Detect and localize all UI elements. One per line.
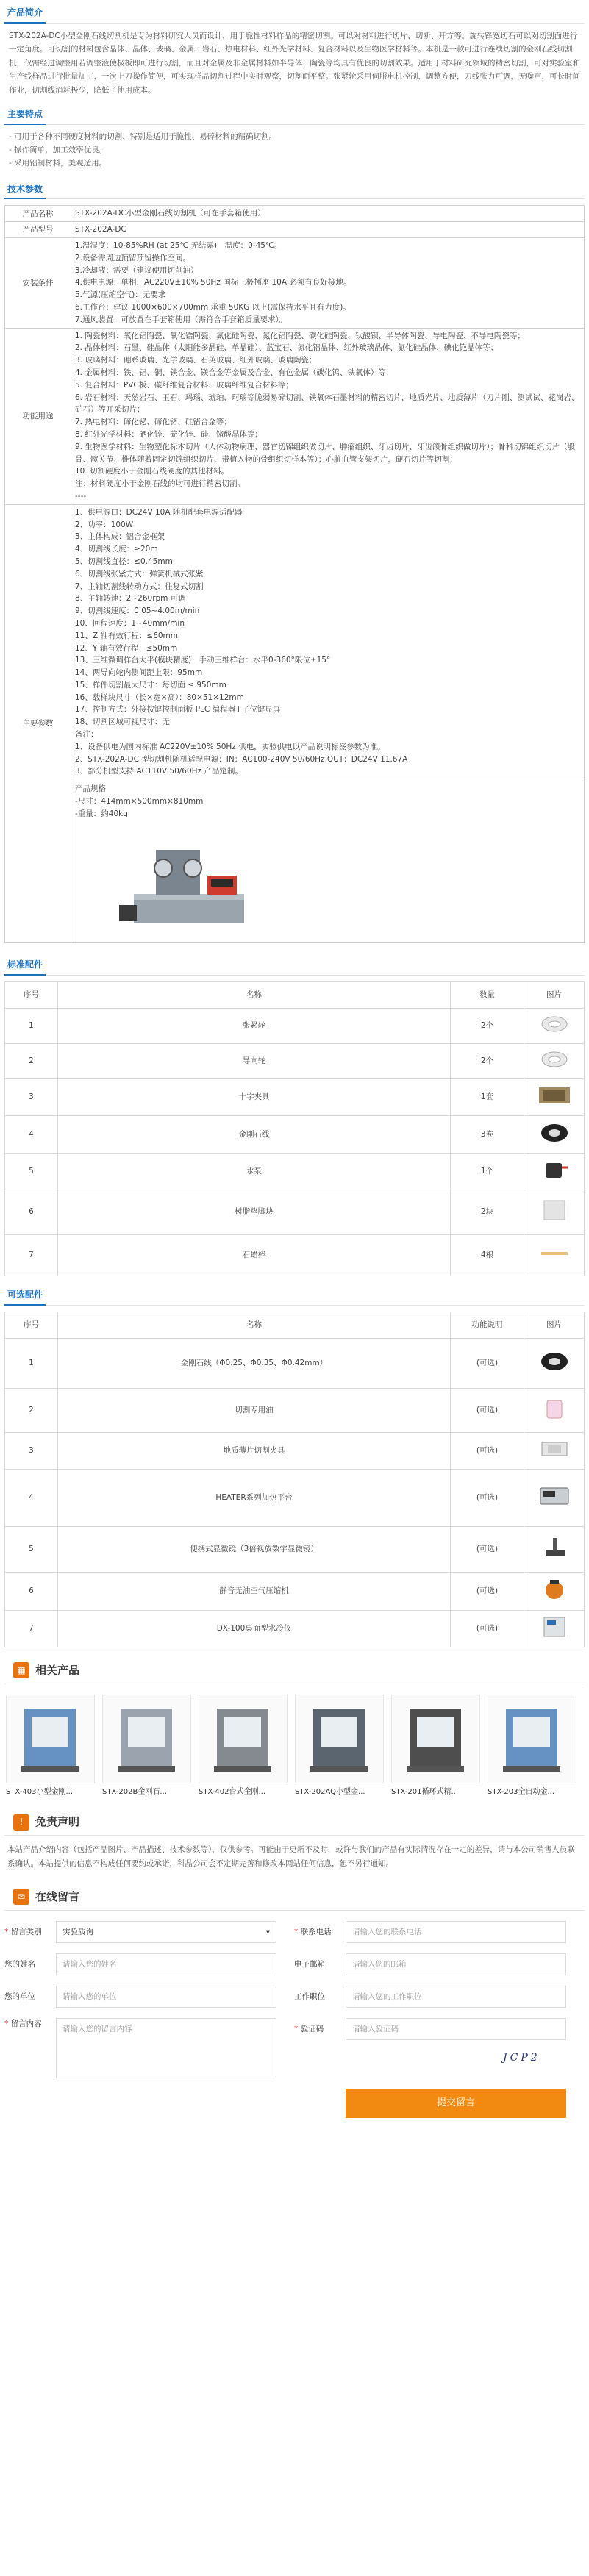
category-label: 留言类别	[10, 1927, 42, 1936]
cell-qty: 4根	[451, 1234, 524, 1276]
company-label: 您的单位	[4, 1992, 35, 2001]
spec-line: 5. 复合材料：PVC板、碳纤维复合材料、玻璃纤维复合材料等；	[75, 380, 293, 390]
part-thumbnail[interactable]	[524, 1043, 585, 1078]
message-form: * 留言类别 实验质询 ▾ * 联系电话 请输入您的联系电话 您的姓名 请输入您的姓名 电子邮箱 请输入您的邮箱 您的单位 请输入您的单位 工作职位 请输入您的工作职位 * 留言内容 请输入您的留言内容 * 验证码 请输入验证码 JCP2 提交留言	[4, 1911, 585, 2118]
cell-name: 树脂垫脚块	[58, 1189, 451, 1234]
spec-line: 3、主体构成：铝合金框架	[75, 532, 165, 542]
spec-line: 4.供电电源：单相，AC220V±10% 50Hz 国标三极插座 10A 必须有良好接地。	[75, 278, 351, 287]
intro-section-header	[4, 7, 585, 24]
part-thumbnail[interactable]	[524, 1008, 585, 1043]
spec-row	[5, 222, 585, 238]
cell-name: HEATER系列加热平台	[58, 1469, 451, 1526]
cell-name: 十字夹具	[58, 1078, 451, 1115]
related-header	[4, 1658, 585, 1684]
features-title: 主要特点	[4, 107, 46, 125]
submit-button[interactable]: 提交留言	[346, 2089, 566, 2118]
job-input[interactable]: 请输入您的工作职位	[346, 1986, 566, 2008]
email-input[interactable]: 请输入您的邮箱	[346, 1953, 566, 1975]
table-row	[5, 1153, 585, 1189]
cell-qty: 3卷	[451, 1115, 524, 1153]
related-product-image[interactable]	[391, 1695, 480, 1783]
feature-item: - 可用于各种不同硬度材料的切割、特别是适用于脆性、易碎材料的精确切割。	[9, 131, 580, 144]
cell-func: (可选)	[451, 1469, 524, 1526]
product-image-block	[71, 781, 584, 940]
cell-no: 7	[5, 1610, 58, 1647]
table-row	[5, 1115, 585, 1153]
spec-line: 2. 晶体材料：石墨、硅晶体（太阳能多晶硅、单晶硅）、蓝宝石、氮化铝晶体、红外玻璃晶体、氮化硅晶体、碘化铯晶体等；	[75, 343, 499, 353]
features-section-header	[4, 109, 585, 125]
name-label: 您的姓名	[4, 1959, 35, 1969]
table-row	[5, 1432, 585, 1469]
table-row	[5, 1572, 585, 1610]
table-row	[5, 1469, 585, 1526]
table-row	[5, 1043, 585, 1078]
spec-line: STX-202A-DC	[75, 225, 126, 235]
table-row	[5, 1338, 585, 1388]
features-list	[4, 125, 585, 176]
part-thumbnail[interactable]	[524, 1572, 585, 1610]
category-select[interactable]: 实验质询 ▾	[56, 1921, 276, 1943]
spec-row	[5, 504, 585, 942]
cell-name: 导向轮	[58, 1043, 451, 1078]
captcha-input[interactable]: 请输入验证码	[346, 2018, 566, 2040]
params-title: 技术参数	[4, 182, 46, 200]
cell-qty: 1套	[451, 1078, 524, 1115]
spec-line: 15、样件切割最大尺寸：每切面 ≤ 950mm	[75, 680, 226, 690]
spec-line: 6、切割线张紧方式：弹簧机械式张紧	[75, 569, 204, 579]
related-product-name[interactable]: STX-202AQ小型金...	[295, 1787, 365, 1796]
table-row	[5, 1008, 585, 1043]
intro-text: STX-202A-DC小型金刚石线切割机是专为材料研究人员而设计，用于脆性材料样品的精密切割。可以对材料进行切片、切断、开方等。旋转锋宽切石可以对切割面进行一定角度。可切割的材料包含晶体、晶体、玻璃、金属、岩石、热电材料、红外光学材料、复合材料以及生物医学材料等。本机是一款可进行连续切割的金刚石线切割机，仅需经过调整用若调整液使极板即可进行切割，而且对金属及非金属材料如半导体、陶瓷等均具有优良的切割效果。适用于材料研究领域的精密切割，可对实验室和生产线样品进行批量加工，一次上刀操作简便，可实现样品切割过程中实时观察，切割面平整。张紧轮采用伺服电机控制，调整方便，刀线张力可调，无噪声，可长时间作业，切割线消耗极少，降低了使用成本。	[9, 32, 580, 95]
spec-line: 4. 金属材料：铁、铝、铜、铁合金、镁合金等金属及合金、有色金属（碳化钨、铁氧体）等；	[75, 368, 394, 377]
message-textarea[interactable]: 请输入您的留言内容	[56, 2018, 276, 2078]
related-product-name[interactable]: STX-201循环式精...	[391, 1787, 459, 1796]
opt-parts-table	[4, 1312, 585, 1647]
spec-line: 14、两导向轮内侧间距上限：95mm	[75, 668, 203, 678]
std-col-img: 图片	[524, 981, 585, 1008]
related-product-name[interactable]: STX-403小型金刚...	[6, 1787, 74, 1796]
disclaimer-text: 本站产品介绍内容（包括产品图片、产品描述、技术参数等），仅供参考。可能由于更新不及时，或许与我们的产品有实际情况存在一定的差异，请与本公司销售人员联系确认。本站提供的信息不构成任何要约或承诺，科晶公司会不定期完善和修改本网站任何信息，恕不另行通知。	[7, 1845, 575, 1869]
std-parts-table	[4, 981, 585, 1276]
cell-name: 便携式显微镜（3倍视放数字显微镜）	[58, 1526, 451, 1572]
page	[0, 7, 589, 2133]
opt-col-func: 功能说明	[451, 1312, 524, 1338]
cell-no: 5	[5, 1153, 58, 1189]
spec-line: 5、切割线直径：≤0.45mm	[75, 557, 173, 566]
captcha-image[interactable]: JCP2	[503, 2051, 540, 2064]
related-product-image[interactable]	[102, 1695, 191, 1783]
cell-func: (可选)	[451, 1388, 524, 1432]
cell-name: DX-100桌面型水冷仪	[58, 1610, 451, 1647]
cell-name: 石蜡棒	[58, 1234, 451, 1276]
opt-col-img: 图片	[524, 1312, 585, 1338]
std-col-no: 序号	[5, 981, 58, 1008]
spec-key: 产品名称	[5, 206, 71, 222]
spec-line: 备注：	[75, 730, 99, 740]
part-thumbnail[interactable]	[524, 1610, 585, 1647]
disclaimer-icon: !	[13, 1814, 29, 1831]
related-product-card[interactable]	[488, 1695, 576, 1798]
cell-name: 金刚石线	[58, 1115, 451, 1153]
spec-line: 10、回程速度：1~40mm/min	[75, 618, 185, 628]
std-section-header	[4, 959, 585, 976]
cell-name: 切割专用油	[58, 1388, 451, 1432]
opt-col-name: 名称	[58, 1312, 451, 1338]
cell-func: (可选)	[451, 1610, 524, 1647]
cell-func: (可选)	[451, 1526, 524, 1572]
cell-no: 3	[5, 1432, 58, 1469]
cell-no: 2	[5, 1043, 58, 1078]
cell-no: 6	[5, 1189, 58, 1234]
form-title: 在线留言	[35, 1889, 80, 1903]
part-thumbnail[interactable]	[524, 1526, 585, 1572]
message-icon: ✉	[13, 1889, 29, 1905]
related-product-card[interactable]	[391, 1695, 480, 1798]
cell-qty: 2块	[451, 1189, 524, 1234]
spec-line: 7. 热电材料：碲化铋、碲化锗、硅锗合金等；	[75, 418, 232, 427]
phone-label: 联系电话	[300, 1927, 332, 1936]
spec-line: 9. 生物医学材料：生物塑化标本切片（人体动物病理、器官切锦组织做切片、肿瘤组织、牙齿切片、牙齿颌骨组织做切片）；骨科切锦组织切片（股骨、髋关节、椎体随着固定切锦组织切片、带植入物的骨组织切样本等）；心脏血管支架切片，硬石切片等切割；	[75, 442, 576, 464]
spec-line: 1、供电源口：DC24V 10A 随机配套电源适配器	[75, 507, 243, 517]
company-input[interactable]: 请输入您的单位	[56, 1986, 276, 2008]
spec-line: 1.温湿度：10-85%RH (at 25℃ 无结露) 温度：0-45℃。	[75, 241, 282, 250]
opt-section-header	[4, 1289, 585, 1306]
related-product-card[interactable]	[102, 1695, 191, 1798]
cell-name: 水泵	[58, 1153, 451, 1189]
related-product-card[interactable]	[6, 1695, 95, 1798]
opt-col-no: 序号	[5, 1312, 58, 1338]
spec-key: 产品型号	[5, 222, 71, 238]
cell-func: (可选)	[451, 1572, 524, 1610]
chevron-down-icon: ▾	[265, 1927, 270, 1936]
job-label: 工作职位	[294, 1992, 325, 2001]
email-label: 电子邮箱	[294, 1959, 325, 1969]
spec-line: 7、主轴切割线转动方式：往复式切割	[75, 582, 204, 591]
spec-line: 17、控制方式：外接按键控制面板 PLC 编程器+了位键显屏	[75, 705, 281, 715]
related-product-image[interactable]	[295, 1695, 384, 1783]
spec-line: 16、载样块尺寸（长×宽×高）：80×51×12mm	[75, 693, 244, 702]
spec-key: 安装条件	[5, 238, 71, 329]
part-thumbnail[interactable]	[524, 1234, 585, 1276]
related-products-grid	[4, 1684, 585, 1798]
params-section-header	[4, 183, 585, 199]
feature-item: - 操作简单，加工效率优良。	[9, 144, 580, 157]
related-product-card[interactable]	[199, 1695, 288, 1798]
phone-input[interactable]: 请输入您的联系电话	[346, 1921, 566, 1943]
cell-func: (可选)	[451, 1432, 524, 1469]
cell-name: 金刚石线（Φ0.25、Φ0.35、Φ0.42mm）	[58, 1338, 451, 1388]
spec-line: -重量：约40kg	[75, 809, 128, 818]
spec-line: 注：材料硬度小于金刚石线的均可进行精密切割。	[75, 479, 245, 489]
cell-name: 静音无油空气压缩机	[58, 1572, 451, 1610]
related-product-name[interactable]: STX-203全自动金...	[488, 1787, 555, 1796]
spec-line: 4、切割线长度：≥20m	[75, 545, 158, 554]
spec-line: 2、STX-202A-DC 型切割机随机适配电源：IN：AC100-240V 50/60Hz OUT：DC24V 11.67A	[75, 754, 408, 764]
spec-line: ----	[75, 491, 87, 501]
spec-line: 8、主轴转速：2~260rpm 可调	[75, 594, 186, 604]
opt-title: 可选配件	[4, 1288, 46, 1306]
related-product-name[interactable]: STX-402台式金刚...	[199, 1787, 266, 1796]
spec-line: 产品规格	[75, 784, 106, 794]
table-row	[5, 1388, 585, 1432]
spec-line: -尺寸：414mm×500mm×810mm	[75, 797, 204, 806]
cell-qty: 2个	[451, 1008, 524, 1043]
spec-line: 12、Y 轴有效行程：≤50mm	[75, 643, 178, 653]
disclaimer-title: 免责声明	[35, 1815, 80, 1829]
table-row	[5, 1526, 585, 1572]
std-title: 标准配件	[4, 958, 46, 976]
part-thumbnail[interactable]	[524, 1189, 585, 1234]
spec-line: 3. 玻璃材料：硼系玻璃、光学玻璃、石英玻璃、红外玻璃、玻璃陶瓷；	[75, 356, 317, 365]
spec-line: 5.气源(压缩空气)：无要求	[75, 290, 166, 300]
spec-table	[4, 205, 585, 942]
cell-func: (可选)	[451, 1338, 524, 1388]
part-thumbnail[interactable]	[524, 1469, 585, 1526]
spec-line: 1、设备供电为国内标准 AC220V±10% 50Hz 供电，实验供电以产品说明标签参数为准。	[75, 742, 385, 751]
spec-line: 9、切割线速度：0.05~4.00m/min	[75, 607, 200, 616]
cell-no: 6	[5, 1572, 58, 1610]
cell-no: 5	[5, 1526, 58, 1572]
related-product-card[interactable]	[295, 1695, 384, 1798]
table-row	[5, 1610, 585, 1647]
cell-name: 张紧轮	[58, 1008, 451, 1043]
spec-line: STX-202A-DC小型金刚石线切割机（可在手套箱使用）	[75, 209, 265, 218]
cell-qty: 1个	[451, 1153, 524, 1189]
related-product-image[interactable]	[199, 1695, 288, 1783]
spec-line: 6.工作台：建议 1000×600×700mm 承重 50KG 以上(需保持水平且有力度)。	[75, 302, 351, 312]
spec-key: 主要参数	[5, 504, 71, 942]
related-products-icon: ▦	[13, 1662, 29, 1678]
part-thumbnail[interactable]	[524, 1388, 585, 1432]
spec-line: 1. 陶瓷材料：氧化铝陶瓷、氧化锆陶瓷、氮化硅陶瓷、氮化铝陶瓷、碳化硅陶瓷、钛酸钡、半导体陶瓷、导电陶瓷、不导电陶瓷等；	[75, 331, 525, 340]
related-product-name[interactable]: STX-202B金刚石...	[102, 1787, 167, 1796]
cell-no: 3	[5, 1078, 58, 1115]
spec-line: 10. 切割硬度小于金刚石线硬度的其他材料。	[75, 467, 229, 476]
table-row	[5, 1189, 585, 1234]
related-product-image[interactable]	[488, 1695, 576, 1783]
captcha-label: 验证码	[300, 2024, 324, 2033]
product-photo	[104, 835, 266, 931]
spec-line: 11、Z 轴有效行程：≤60mm	[75, 631, 179, 640]
cell-no: 1	[5, 1008, 58, 1043]
part-thumbnail[interactable]	[524, 1432, 585, 1469]
std-col-name: 名称	[58, 981, 451, 1008]
spec-key: 功能用途	[5, 328, 71, 504]
spec-line: 13、三维微调样台大平(模块精度)：手动三维样台：水平0-360°限位±15°	[75, 656, 331, 665]
spec-line: 6. 岩石材料：天然岩石、玉石、玛瑙、琥珀、珂瑙等脆弱易碎切割、铁氧体石墨材料的精密切片，地质光片、地质薄片（刀片刚、测试试、花岗岩、矿石）等开采切片；	[75, 393, 579, 415]
spec-line: 3、部分机型支持 AC110V 50/60Hz 产品定制。	[75, 767, 243, 776]
related-title: 相关产品	[35, 1663, 80, 1677]
message-label: 留言内容	[10, 2019, 42, 2028]
cell-qty: 2个	[451, 1043, 524, 1078]
cell-name: 地质薄片切割夹具	[58, 1432, 451, 1469]
cell-no: 4	[5, 1469, 58, 1526]
name-input[interactable]: 请输入您的姓名	[56, 1953, 276, 1975]
spec-row	[5, 238, 585, 329]
form-header	[4, 1884, 585, 1911]
cell-no: 2	[5, 1388, 58, 1432]
table-row	[5, 1234, 585, 1276]
std-col-qty: 数量	[451, 981, 524, 1008]
cell-no: 1	[5, 1338, 58, 1388]
spec-line: 8. 红外光学材料：硒化锌、硫化锌、硅、锗酸晶体等；	[75, 429, 263, 439]
table-row	[5, 1078, 585, 1115]
part-thumbnail[interactable]	[524, 1153, 585, 1189]
spec-line: 2、功率：100W	[75, 520, 134, 529]
spec-row	[5, 328, 585, 504]
part-thumbnail[interactable]	[524, 1338, 585, 1388]
spec-line: 3.冷却液：需要（建议使用切削油）	[75, 265, 199, 275]
disclaimer-header	[4, 1809, 585, 1836]
spec-row	[5, 206, 585, 222]
spec-line: 2.设备需周边预留预留操作空间。	[75, 253, 191, 262]
part-thumbnail[interactable]	[524, 1115, 585, 1153]
intro-title: 产品简介	[4, 6, 46, 24]
related-product-image[interactable]	[6, 1695, 95, 1783]
feature-item: - 采用铝制材料，美观适用。	[9, 157, 580, 171]
cell-no: 4	[5, 1115, 58, 1153]
spec-line: 7.通风装置：可放置在手套箱使用（需符合手套箱质量要求）。	[75, 315, 288, 324]
spec-line: 18、切割区域可视尺寸：无	[75, 718, 170, 727]
cell-no: 7	[5, 1234, 58, 1276]
part-thumbnail[interactable]	[524, 1078, 585, 1115]
